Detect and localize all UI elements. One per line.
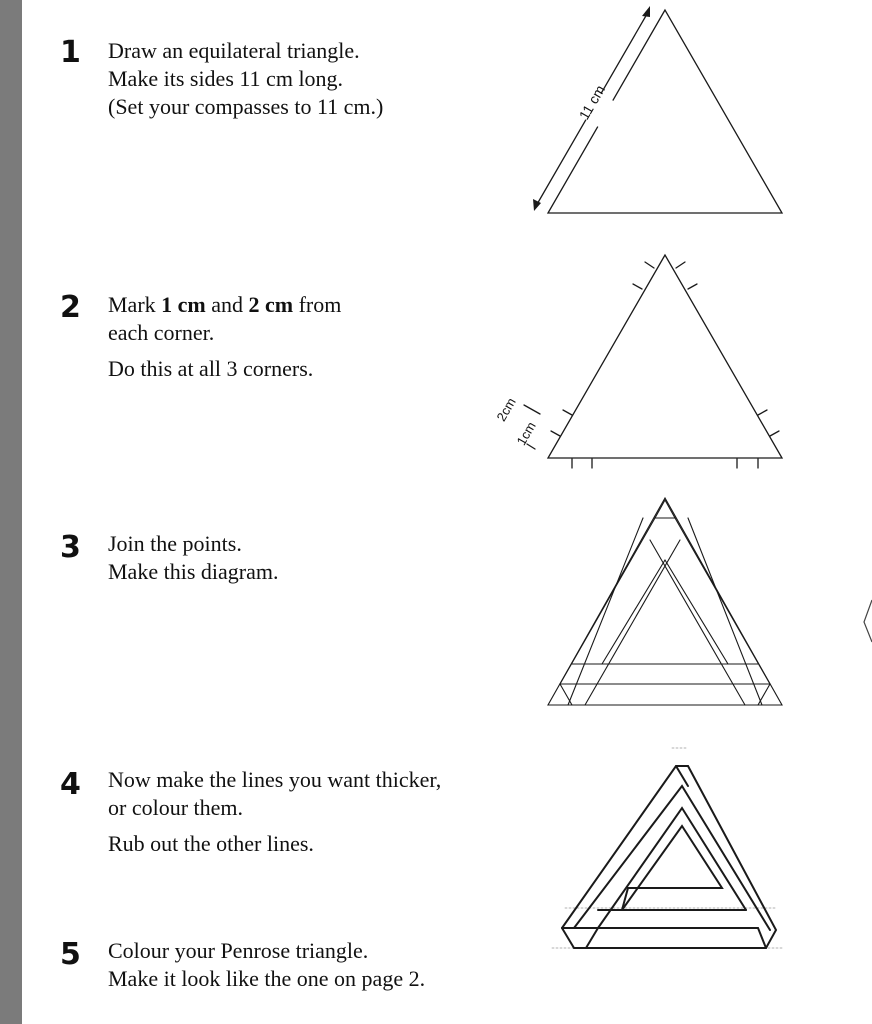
two-cm-label: 2cm — [493, 395, 519, 424]
one-cm-label: 1cm — [513, 419, 539, 448]
instruction-line: or colour them. — [108, 795, 244, 820]
instruction-line: Make its sides 11 cm long. — [108, 66, 344, 91]
side-length-label: 11 cm — [575, 82, 609, 123]
instruction-line: Make this diagram. — [108, 559, 279, 584]
penrose-edge — [562, 766, 776, 948]
next-page-edge — [862, 598, 872, 644]
tick-mark — [563, 410, 572, 415]
step-number: 4 — [60, 767, 81, 802]
triangle-outline — [548, 255, 782, 458]
construction-line — [758, 684, 770, 705]
penrose-edge — [586, 928, 598, 948]
instruction-line: Join the points. — [108, 531, 242, 556]
figure-2-marked-triangle — [493, 255, 782, 468]
construction-line — [560, 684, 572, 705]
tick-mark — [551, 431, 560, 436]
penrose-edge — [758, 928, 766, 948]
tick-mark — [688, 284, 697, 289]
construction-line — [602, 560, 665, 664]
small-top-triangle — [655, 500, 675, 518]
arrowhead-top — [642, 6, 650, 17]
penrose-inner — [622, 826, 722, 910]
instruction-line: Do this at all 3 corners. — [108, 356, 314, 381]
construction-line — [585, 540, 680, 705]
penrose-edge — [562, 766, 688, 928]
instruction-line: Draw an equilateral triangle. — [108, 38, 360, 63]
construction-line — [650, 540, 745, 705]
instruction-line: (Set your compasses to 11 cm.) — [108, 94, 384, 119]
instruction-line: Now make the lines you want thicker, — [108, 767, 442, 792]
figure-1-triangle — [533, 6, 782, 213]
construction-line — [568, 518, 643, 705]
instruction-line: Mark 1 cm and 2 cm from — [108, 292, 342, 317]
step-number: 5 — [60, 937, 81, 972]
tick-mark — [633, 284, 642, 289]
outer-triangle — [548, 498, 782, 705]
instruction-line: each corner. — [108, 320, 215, 345]
tick-mark — [676, 262, 685, 268]
tick-mark — [770, 431, 779, 436]
tick-mark — [645, 262, 654, 268]
construction-line — [688, 518, 762, 705]
arrowhead-bottom — [533, 199, 541, 211]
construction-line — [665, 560, 728, 664]
penrose-edge — [574, 786, 770, 930]
instruction-line: Make it look like the one on page 2. — [108, 966, 426, 991]
figure-4-penrose-triangle — [552, 748, 782, 948]
figure-3-construction — [548, 498, 782, 705]
instruction-line: Rub out the other lines. — [108, 831, 314, 856]
step-number: 1 — [60, 35, 81, 70]
instruction-line: Colour your Penrose triangle. — [108, 938, 369, 963]
measurement-arrow-2cm — [524, 405, 540, 414]
penrose-edge — [676, 766, 688, 786]
tick-mark — [758, 410, 767, 415]
step-number: 2 — [60, 290, 81, 325]
step-number: 3 — [60, 530, 81, 565]
